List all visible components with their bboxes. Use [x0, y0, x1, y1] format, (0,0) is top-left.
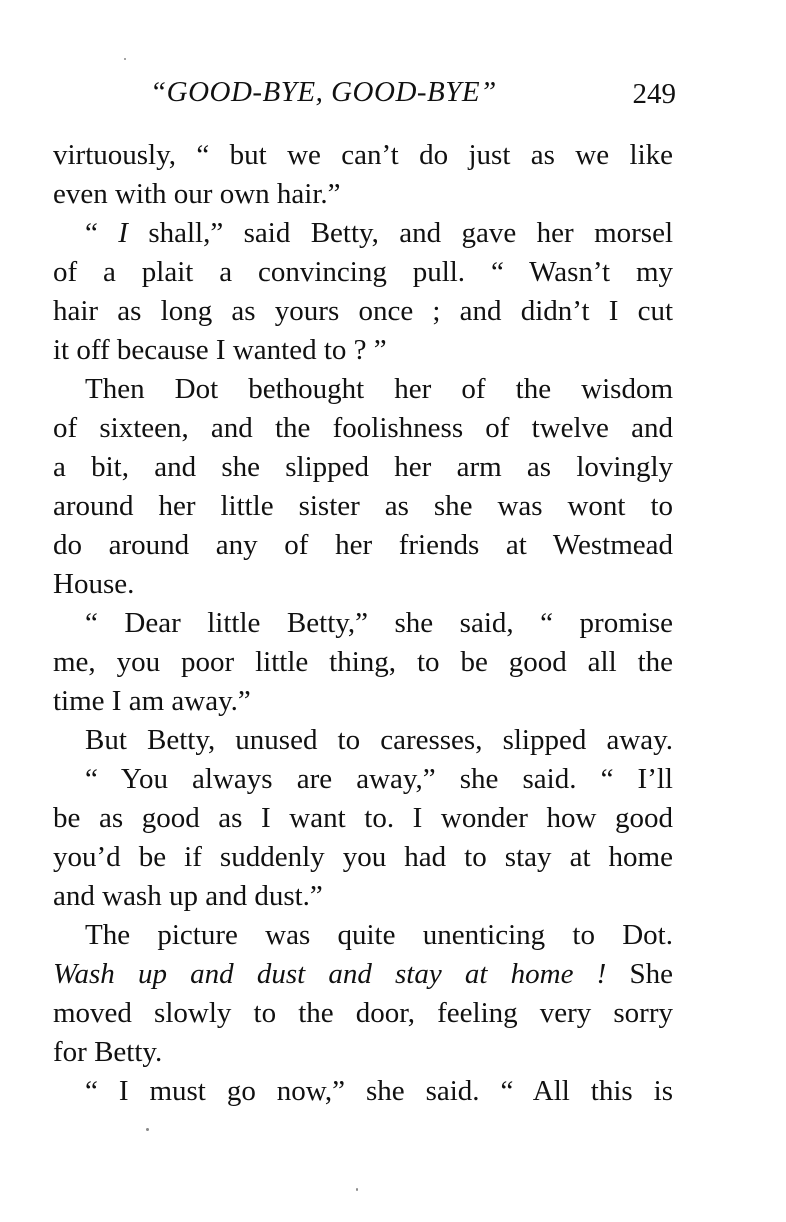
running-title: “GOOD-BYE, GOOD-BYE”	[150, 76, 497, 108]
text-line: Then Dot bethought her of the wisdom	[85, 373, 673, 405]
text-line: “ You always are away,” she said. “ I’ll	[85, 763, 673, 795]
body-text	[53, 136, 673, 1111]
text-fragment: shall,” said Betty, and gave her morsel	[127, 217, 674, 249]
text-fragment: She	[606, 958, 673, 990]
running-head	[150, 76, 676, 122]
text-line: time I am away.”	[53, 685, 251, 717]
emphasis-text: I	[118, 217, 128, 249]
text-line: The picture was quite unenticing to Dot.	[85, 919, 673, 951]
text-line: of sixteen, and the foolishness of twelve and	[53, 412, 673, 444]
text-line: for Betty.	[53, 1036, 163, 1068]
text-line: of a plait a convincing pull. “ Wasn’t my	[53, 256, 673, 288]
text-line	[53, 955, 673, 994]
text-fragment: “	[85, 217, 119, 249]
text-line: House.	[53, 568, 135, 600]
text-line: even with our own hair.”	[53, 178, 341, 210]
text-line: do around any of her friends at Westmead	[53, 529, 673, 561]
text-line: you’d be if suddenly you had to stay at home	[53, 841, 673, 873]
text-line: it off because I wanted to ? ”	[53, 334, 387, 366]
text-line: be as good as I want to. I wonder how good	[53, 802, 673, 834]
paper-speck	[124, 58, 126, 60]
text-line: hair as long as yours once ; and didn’t I cut	[53, 295, 673, 327]
text-line: “ I must go now,” she said. “ All this is	[85, 1075, 673, 1107]
text-line: “ Dear little Betty,” she said, “ promise	[85, 607, 673, 639]
text-line: around her little sister as she was wont to	[53, 490, 673, 522]
emphasis-text: Wash up and dust and stay at home !	[53, 958, 607, 990]
page-number: 249	[632, 78, 676, 110]
paper-speck	[146, 1128, 149, 1131]
text-line: a bit, and she slipped her arm as lovingly	[53, 451, 673, 483]
text-line	[53, 214, 673, 253]
text-line: and wash up and dust.”	[53, 880, 323, 912]
text-line: But Betty, unused to caresses, slipped away.	[85, 724, 673, 756]
text-line: me, you poor little thing, to be good all the	[53, 646, 673, 678]
text-line: virtuously, “ but we can’t do just as we like	[53, 139, 673, 171]
text-line: moved slowly to the door, feeling very sorry	[53, 997, 673, 1029]
paper-speck	[356, 1188, 358, 1191]
